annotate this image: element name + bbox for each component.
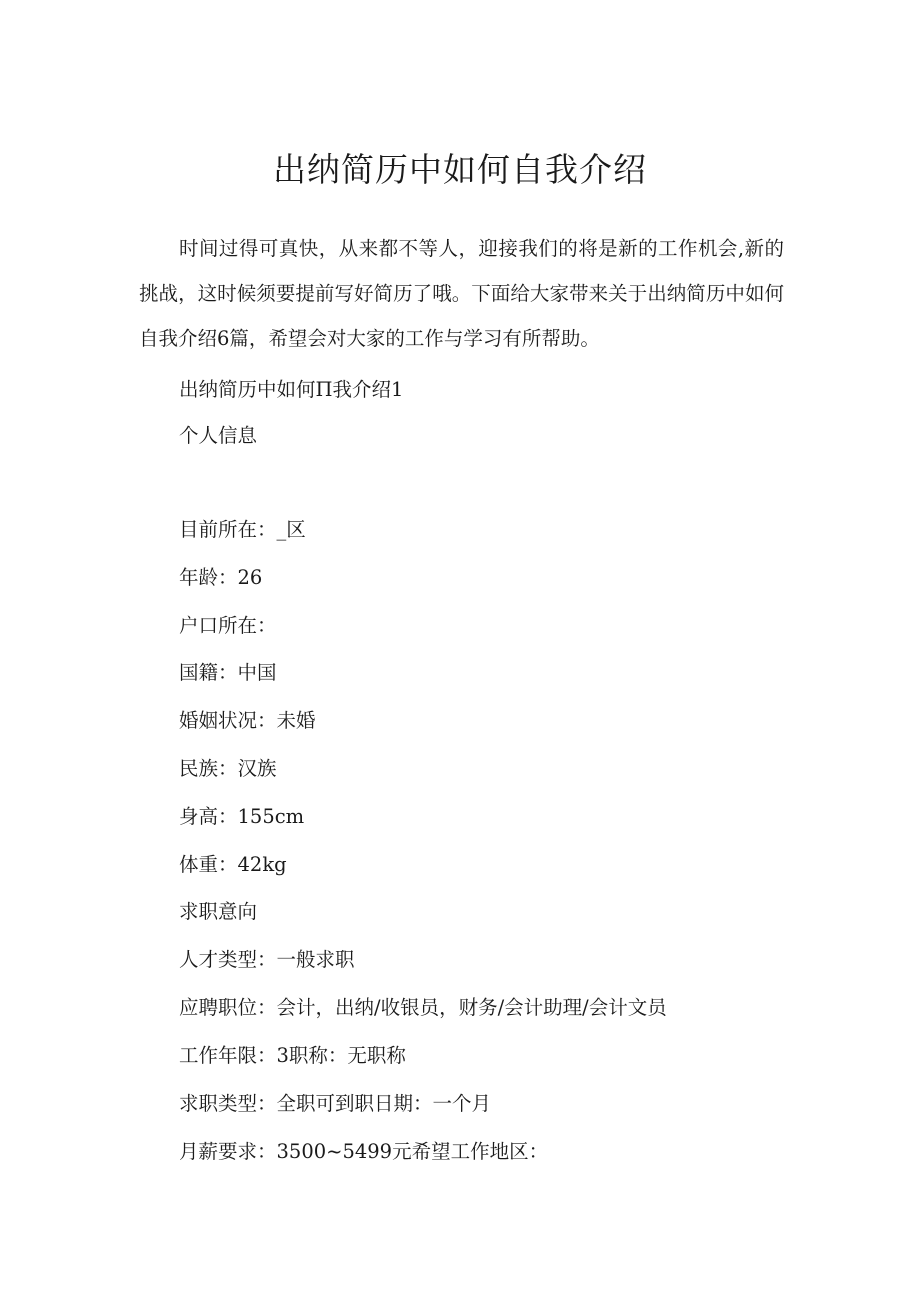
personal-info-heading: 个人信息 [179, 424, 258, 447]
field-position: 应聘职位：会计，出纳/收银员，财务/会计助理/会计文员 [179, 996, 667, 1019]
field-marital-status: 婚姻状况：未婚 [179, 709, 316, 732]
field-weight: 体重：42kg [179, 853, 287, 876]
field-nationality: 国籍：中国 [179, 661, 277, 684]
field-experience-title: 工作年限：3职称：无职称 [179, 1044, 406, 1067]
section-heading: 出纳简历中如何П我介绍1 [179, 378, 404, 401]
field-height: 身高：155cm [179, 805, 305, 828]
field-job-type-start: 求职类型：全职可到职日期：一个月 [179, 1092, 492, 1115]
field-ethnicity: 民族：汉族 [179, 757, 277, 780]
intro-paragraph: 时间过得可真快，从来都不等人，迎接我们的将是新的工作机会,新的挑战，这时候须要提前写好简历了哦。下面给大家带来关于出纳简历中如何自我介绍6篇，希望会对大家的工作与学习有所帮助。 [139, 237, 784, 350]
job-intent-heading: 求职意向 [179, 900, 258, 923]
field-hukou: 户口所在： [179, 614, 277, 637]
field-age: 年龄：26 [179, 566, 263, 589]
field-salary-location: 月薪要求：3500~5499元希望工作地区： [179, 1140, 549, 1163]
document-title: 出纳简历中如何自我介绍 [273, 150, 647, 189]
field-talent-type: 人才类型：一般求职 [179, 948, 355, 971]
field-current-location: 目前所在：_区 [179, 518, 306, 541]
